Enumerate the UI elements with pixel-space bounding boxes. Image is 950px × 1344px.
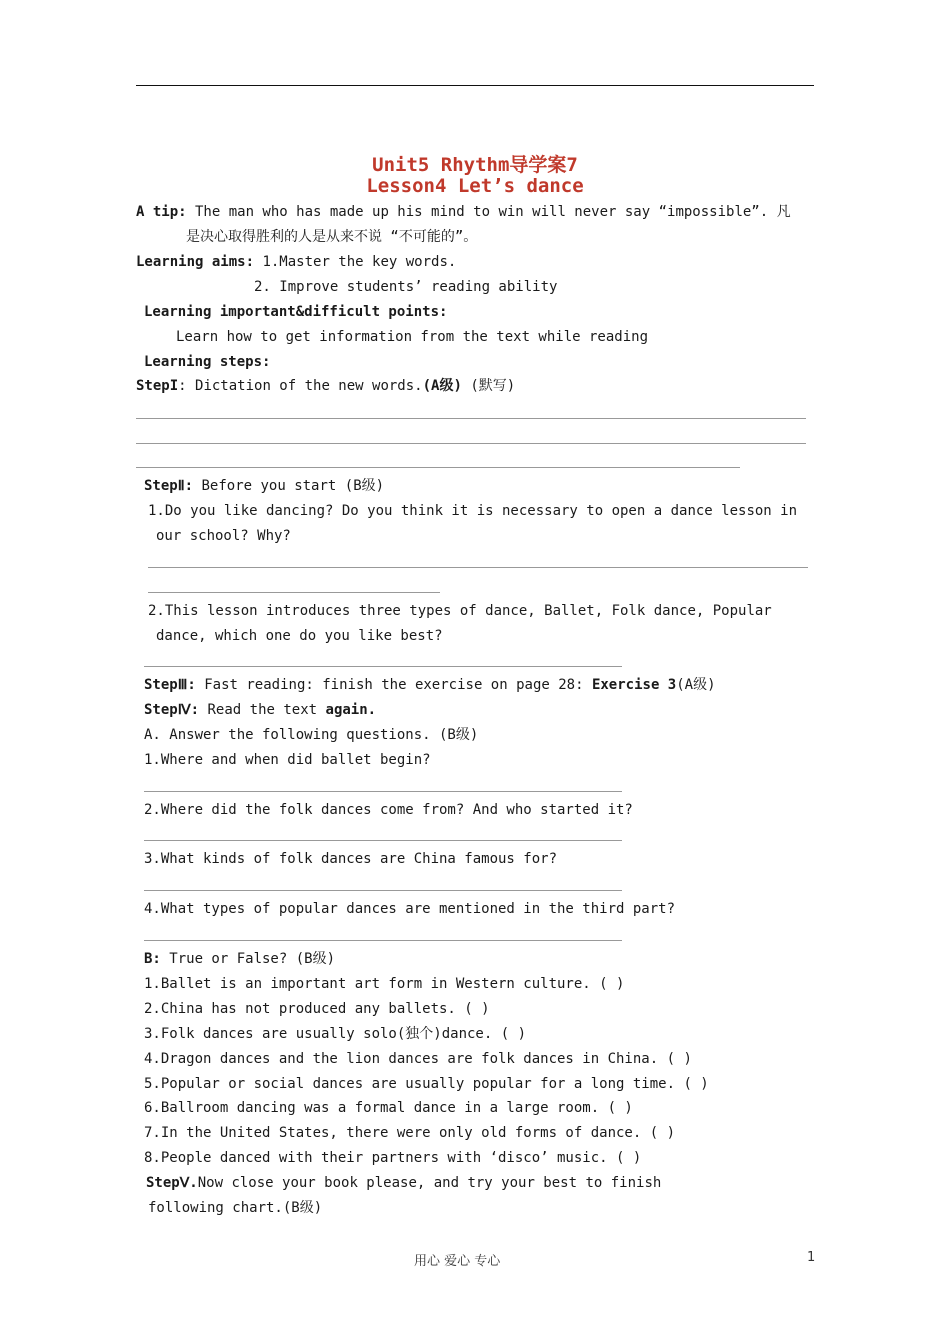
true-false-item[interactable]: 1.Ballet is an important art form in Western culture. ( ) [144, 976, 625, 992]
tip-label: A tip: [136, 204, 187, 220]
true-false-item[interactable]: 7.In the United States, there were only old forms of dance. ( ) [144, 1125, 676, 1141]
part-b-text: True or False? (B级) [160, 951, 336, 967]
answer-line[interactable] [144, 940, 622, 941]
tip-line [136, 203, 791, 221]
answer-line[interactable] [136, 418, 806, 419]
page-subtitle: Lesson4 Let’s dance [366, 175, 584, 197]
steps-label: Learning steps: [144, 354, 271, 370]
aims-line [136, 253, 456, 271]
tip-text: The man who has made up his mind to win will never say “impossible”. 凡 [186, 204, 791, 220]
step4-label: StepⅣ: [144, 702, 200, 718]
question-item: 2.Where did the folk dances come from? And who started it? [144, 802, 633, 818]
header-rule [136, 85, 814, 86]
step3-line [144, 676, 716, 694]
step2-label: StepⅡ: [144, 478, 194, 494]
page-number: 1 [807, 1250, 816, 1265]
answer-line[interactable] [144, 840, 622, 841]
footer-motto: 用心 爱心 专心 [414, 1254, 501, 1269]
step2-q2-line1: 2.This lesson introduces three types of dance, Ballet, Folk dance, Popular [148, 603, 772, 619]
step1-level: (A级) [422, 378, 462, 394]
aims-item-2: 2. Improve students’ reading ability [254, 279, 558, 295]
step2-q1-line1: 1.Do you like dancing? Do you think it is necessary to open a dance lesson in [148, 503, 798, 519]
step3-text: Fast reading: finish the exercise on page 28: [195, 677, 592, 693]
page-title: Unit5 Rhythm导学案7 [372, 154, 578, 176]
step5-label: StepⅤ. [146, 1175, 198, 1191]
true-false-item[interactable]: 4.Dragon dances and the lion dances are folk dances in China. ( ) [144, 1051, 692, 1067]
step1-label: StepI [136, 378, 179, 394]
step5-text: Now close your book please, and try your best to finish [197, 1175, 662, 1191]
answer-line[interactable] [148, 567, 808, 568]
step2-line [144, 477, 384, 495]
step4-part-a: A. Answer the following questions. (B级) [144, 727, 479, 743]
question-item: 1.Where and when did ballet begin? [144, 752, 431, 768]
step2-q2-line2: dance, which one do you like best? [156, 628, 443, 644]
step2-q1-line2: our school? Why? [156, 528, 291, 544]
true-false-item[interactable]: 3.Folk dances are usually solo(独个)dance. ( ) [144, 1026, 527, 1042]
step1-text: : Dictation of the new words. [178, 378, 423, 394]
step1-line [136, 377, 515, 395]
tip-translation: 是决心取得胜利的人是从来不说 “不可能的”。 [186, 229, 478, 245]
aims-label: Learning aims: [136, 254, 255, 270]
step3-level: (A级) [676, 677, 716, 693]
points-label: Learning important&difficult points: [144, 304, 448, 320]
step3-label: StepⅢ: [144, 677, 196, 693]
aims-item-1: 1.Master the key words. [254, 254, 457, 270]
answer-line[interactable] [144, 890, 622, 891]
points-text: Learn how to get information from the text while reading [176, 329, 649, 345]
true-false-item[interactable]: 6.Ballroom dancing was a formal dance in a large room. ( ) [144, 1100, 633, 1116]
step4-again: again. [325, 702, 377, 718]
step5-text-2: following chart.(B级) [148, 1200, 323, 1216]
step4-part-b [144, 950, 335, 968]
step3-exercise: Exercise 3 [591, 677, 677, 693]
answer-line[interactable] [148, 592, 440, 593]
answer-line[interactable] [136, 467, 740, 468]
step1-note: (默写) [461, 378, 516, 394]
step4-line [144, 701, 376, 719]
true-false-item[interactable]: 5.Popular or social dances are usually popular for a long time. ( ) [144, 1076, 709, 1092]
step2-text: Before you start (B级) [193, 478, 385, 494]
part-b-label: B: [144, 951, 161, 967]
answer-line[interactable] [144, 791, 622, 792]
step5-line [146, 1174, 661, 1192]
question-item: 4.What types of popular dances are mentioned in the third part? [144, 901, 676, 917]
true-false-item[interactable]: 8.People danced with their partners with ‘disco’ music. ( ) [144, 1150, 642, 1166]
answer-line[interactable] [136, 443, 806, 444]
true-false-item[interactable]: 2.China has not produced any ballets. ( ) [144, 1001, 490, 1017]
answer-line[interactable] [144, 666, 622, 667]
question-item: 3.What kinds of folk dances are China famous for? [144, 851, 558, 867]
step4-text: Read the text [199, 702, 326, 718]
